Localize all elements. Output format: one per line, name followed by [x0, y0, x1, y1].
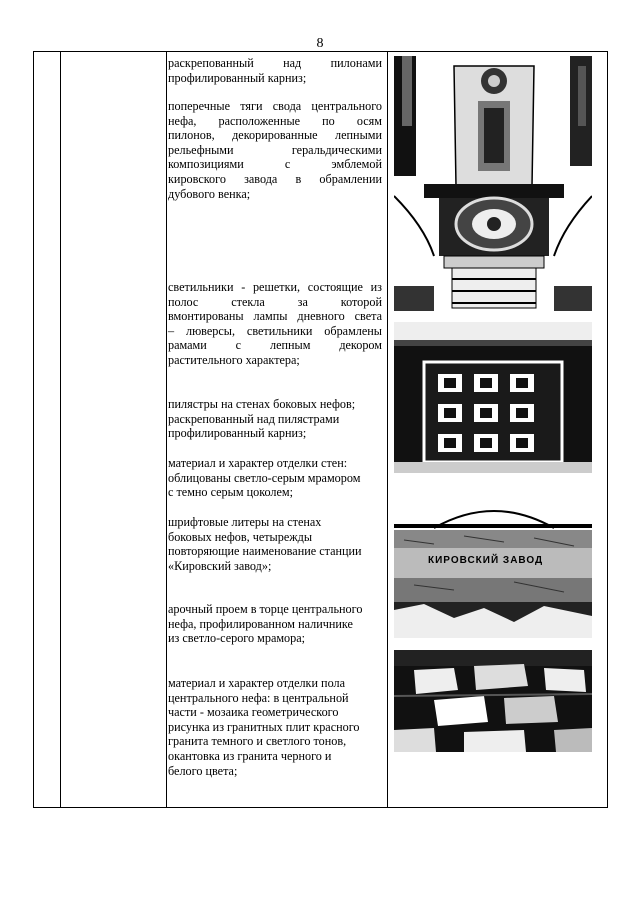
entry-line: рисунка из гранитных плит красного: [168, 719, 360, 734]
entry-cornice-over-pylons-end: [168, 71, 306, 86]
entry-line: центрального нефа: в центральной: [168, 690, 349, 705]
entry-line: гранита темного и светлого тонов,: [168, 734, 347, 749]
floor-mosaic-photo: [394, 650, 592, 752]
entry-line: профилированный карниз;: [168, 70, 307, 85]
entry-line: нефа, расположенные по осям: [168, 113, 382, 128]
ceiling-lamp-grid-photo: [394, 322, 592, 473]
entry-line: композициями с эмблемой: [168, 157, 382, 172]
entry-line: повторяющие наименование станции: [168, 544, 362, 559]
entry-lamp-grids: [168, 280, 382, 353]
entry-line: вмонтированы лампы дневного света: [168, 309, 382, 324]
entry-line: «Кировский завод»;: [168, 558, 272, 573]
entry-line: нефа, профилированном наличнике: [168, 616, 353, 631]
entry-line: из светло-серого мрамора;: [168, 631, 306, 646]
entry-line: полос стекла за которой: [168, 294, 382, 309]
station-name-letters-photo: [394, 500, 592, 638]
column-divider-3: [387, 52, 388, 807]
entry-line: профилированный карниз;: [168, 426, 307, 441]
column-divider-2: [166, 52, 167, 807]
entry-line: части - мозаика геометрического: [168, 705, 339, 720]
entry-line: рельефными геральдическими: [168, 142, 382, 157]
entry-line: дубового венка;: [168, 186, 251, 201]
entry-line: – люверсы, светильники обрамлены: [168, 323, 382, 338]
entry-line: светильники - решетки, состоящие из: [168, 280, 382, 294]
entry-line: белого цвета;: [168, 763, 238, 778]
entry-lamp-grids-end: [168, 353, 300, 368]
entry-line: раскрепованный над пилястрами: [168, 411, 340, 426]
entry-line: раскрепованный над пилонами: [168, 56, 382, 70]
entry-vault-ribs: [168, 99, 382, 187]
entry-line: материал и характер отделки пола: [168, 676, 345, 690]
entry-line: рамами с лепным декором: [168, 338, 382, 353]
entry-font-letters: [168, 515, 362, 573]
entry-line: пилястры на стенах боковых нефов;: [168, 397, 356, 411]
entry-line: пилонов, декорированные лепными: [168, 128, 382, 143]
entry-line: боковых нефов, четырежды: [168, 529, 313, 544]
entry-pilasters: [168, 397, 355, 441]
page-number: 8: [316, 36, 324, 51]
entry-line: с темно серым цоколем;: [168, 485, 294, 500]
entry-line: растительного характера;: [168, 353, 300, 367]
heraldic-relief-photo: [394, 56, 592, 311]
entry-wall-finish: [168, 456, 360, 500]
entry-line: арочный проем в торце центрального: [168, 602, 363, 616]
entry-arch-opening: [168, 602, 362, 646]
entry-cornice-over-pylons: [168, 56, 382, 71]
entry-line: кировского завода в обрамлении: [168, 171, 382, 186]
entry-vault-ribs-end: [168, 187, 250, 202]
entry-line: окантовка из гранита черного и: [168, 748, 332, 763]
entry-line: шрифтовые литеры на стенах: [168, 515, 322, 529]
entry-line: облицованы светло-серым мрамором: [168, 470, 361, 485]
station-name-sign: КИРОВСКИЙ ЗАВОД: [428, 555, 544, 566]
entry-floor-finish: [168, 676, 360, 778]
entry-line: материал и характер отделки стен:: [168, 456, 348, 470]
entry-line: поперечные тяги свода центрального: [168, 99, 382, 113]
column-divider-1: [60, 52, 61, 807]
